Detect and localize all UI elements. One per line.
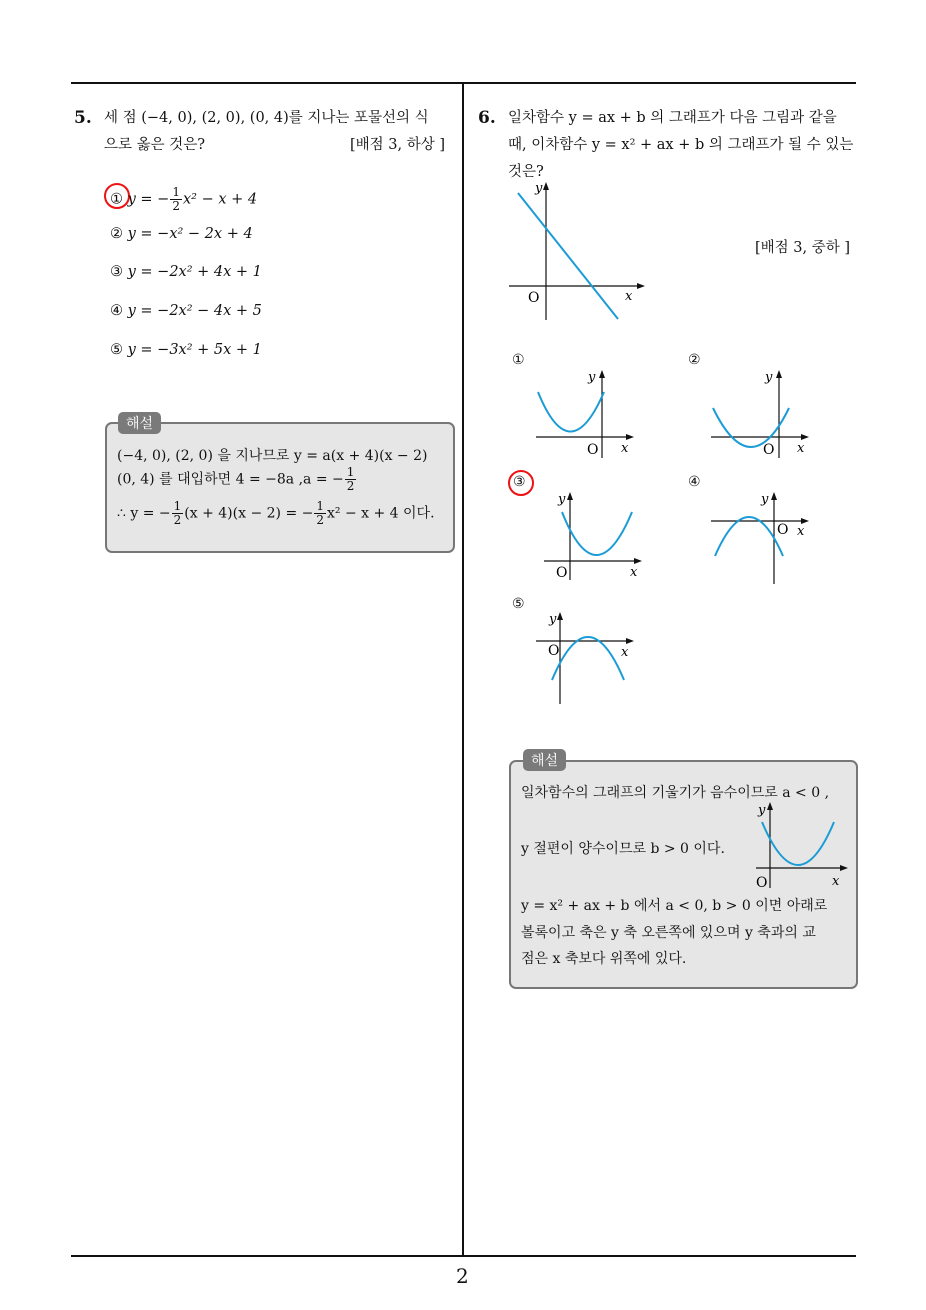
q6-line3: 것은? — [508, 164, 544, 180]
q6-solution-tag: 해설 — [523, 749, 566, 771]
q6-option-1-mark: ① — [512, 352, 525, 368]
q6-line1: 일차함수 y = ax + b 의 그래프가 다음 그림과 같을 — [508, 110, 837, 126]
q5-option-1-mark: ① — [110, 191, 123, 208]
q6-option-4-graph[interactable] — [707, 488, 812, 588]
q5-solution-line2: (0, 4) 를 대입하면 4 = −8a ,a = − $\frac{1}{2}$ — [117, 465, 355, 493]
origin-label: O — [587, 442, 599, 458]
q6-linear-graph — [505, 180, 645, 325]
axis-x-label: x — [797, 441, 805, 456]
origin-label: O — [556, 565, 568, 581]
axis-x-label: x — [797, 524, 805, 539]
q5-option-5[interactable] — [110, 342, 262, 358]
q5-solution-tag: 해설 — [118, 412, 161, 434]
q6-option-2-graph[interactable] — [707, 366, 812, 461]
axis-y-label: y — [558, 492, 566, 507]
column-divider — [462, 82, 464, 1257]
axis-x-label: x — [621, 441, 629, 456]
q5-number: 5. — [74, 108, 92, 128]
q5-score: [배점 3, 하상 ] — [350, 137, 446, 153]
q6-score: [배점 3, 중하 ] — [755, 240, 851, 256]
q6-option-3-mark: ③ — [513, 474, 526, 490]
axis-x-label: x — [621, 645, 629, 660]
q5-option-3-mark: ③ — [110, 264, 123, 280]
axis-y-label: y — [761, 492, 769, 507]
q5-option-3[interactable] — [110, 264, 262, 280]
bottom-rule — [71, 1255, 856, 1257]
q5-line2: 으로 옳은 것은? — [104, 137, 206, 153]
q5-option-1[interactable] — [110, 186, 257, 213]
axis-x-label: x — [625, 289, 633, 304]
axis-y-label: y — [765, 370, 773, 385]
q5-option-4[interactable] — [110, 303, 262, 319]
q6-option-4-mark: ④ — [688, 474, 701, 490]
q6-option-5-graph[interactable] — [532, 608, 637, 708]
origin-label: O — [763, 442, 775, 458]
q6-solution-line4: 볼록이고 축은 y 축 오른쪽에 있으며 y 축과의 교 — [521, 925, 816, 941]
q5-line1: 세 점 (−4, 0), (2, 0), (0, 4)를 지나는 포물선의 식 — [104, 110, 429, 126]
q6-solution-graph — [752, 800, 852, 890]
q6-solution-line5: 점은 x 축보다 위쪽에 있다. — [521, 951, 687, 967]
origin-label: O — [777, 522, 789, 538]
q5-option-4-mark: ④ — [110, 303, 123, 319]
axis-y-label: y — [758, 803, 766, 818]
q6-option-5-mark: ⑤ — [512, 596, 525, 612]
q5-option-4-text: y = −2x² − 4x + 5 — [127, 303, 262, 319]
q5-option-2[interactable] — [110, 226, 253, 242]
q6-option-3-graph[interactable] — [540, 488, 645, 583]
q5-option-1-post: x² − x + 4 — [182, 191, 258, 208]
q6-solution-line2: y 절편이 양수이므로 b > 0 이다. — [521, 841, 725, 857]
q5-option-3-text: y = −2x² + 4x + 1 — [127, 264, 262, 280]
q6-number: 6. — [478, 108, 496, 128]
q6-solution-line1: 일차함수의 그래프의 기울기가 음수이므로 a < 0 , — [521, 785, 830, 801]
q6-line2: 때, 이차함수 y = x² + ax + b 의 그래프가 될 수 있는 — [508, 137, 854, 153]
q5-option-1-frac: $\frac{1}{2}$ — [172, 185, 180, 213]
axis-y-label: y — [535, 181, 543, 196]
page-number: 2 — [456, 1264, 469, 1288]
q5-option-2-text: y = −x² − 2x + 4 — [127, 226, 253, 242]
q6-option-1-graph[interactable] — [532, 366, 637, 461]
origin-label: O — [756, 875, 768, 890]
q5-solution-line3: ∴ y = − $\frac{1}{2}$ (x + 4)(x − 2) = − $\frac{1}{2}$ x² − x + 4 이다. — [117, 499, 435, 527]
origin-label: O — [548, 643, 560, 659]
axis-y-label: y — [549, 612, 557, 627]
axis-x-label: x — [630, 565, 638, 580]
q5-option-2-mark: ② — [110, 226, 123, 242]
origin-label: O — [528, 290, 540, 306]
q5-option-5-text: y = −3x² + 5x + 1 — [127, 342, 262, 358]
axis-y-label: y — [588, 370, 596, 385]
q6-solution-line3: y = x² + ax + b 에서 a < 0, b > 0 이면 아래로 — [521, 898, 828, 914]
axis-x-label: x — [832, 874, 840, 889]
q5-option-1-pre: y = − — [127, 191, 170, 208]
q6-option-2-mark: ② — [688, 352, 701, 368]
q5-option-5-mark: ⑤ — [110, 342, 123, 358]
q5-solution-line1: (−4, 0), (2, 0) 을 지나므로 y = a(x + 4)(x − 2) — [117, 448, 428, 464]
